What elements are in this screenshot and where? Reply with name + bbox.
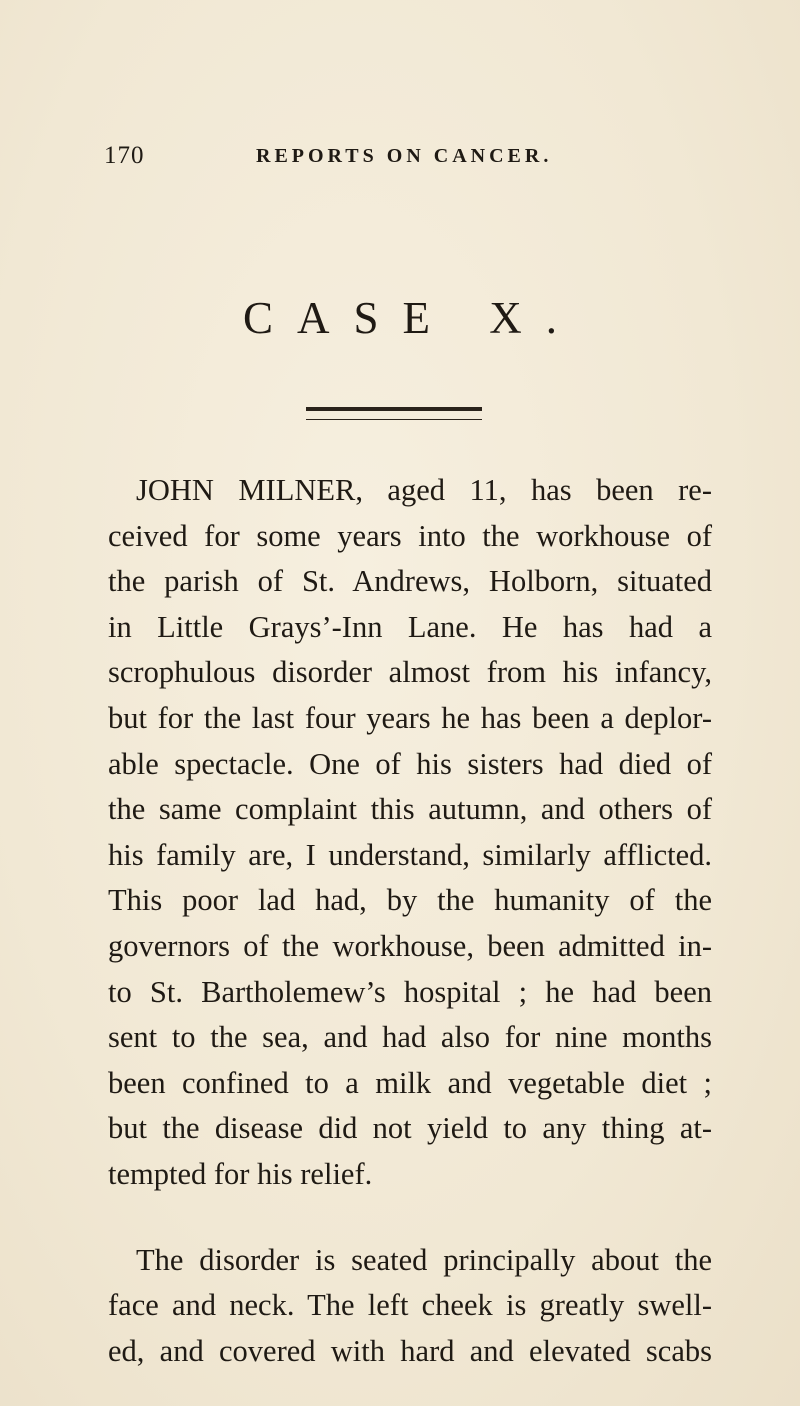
text-line: face and neck. The left cheek is greatly swell-: [108, 1288, 712, 1323]
heading-rule-thin: [306, 419, 482, 420]
text-line: JOHN MILNER, aged 11, has been re-: [136, 473, 712, 507]
text-line: his family are, I understand, similarly afflicted.: [108, 837, 712, 872]
text-line: the same complaint this autumn, and others of: [108, 792, 712, 827]
body-text: [108, 468, 712, 1374]
text-line: ceived for some years into the workhouse of: [108, 518, 712, 553]
paragraph-1: [108, 468, 712, 1198]
text-line: been confined to a milk and vegetable diet ;: [108, 1065, 712, 1100]
text-line: but the disease did not yield to any thing at-: [108, 1111, 712, 1146]
text-line: scrophulous disorder almost from his infancy,: [108, 655, 712, 690]
running-title: REPORTS ON CANCER.: [256, 145, 553, 167]
text-line: able spectacle. One of his sisters had died of: [108, 746, 712, 781]
paragraph-2: [108, 1238, 712, 1375]
case-heading: CASE X.: [242, 293, 582, 343]
text-line: the parish of St. Andrews, Holborn, situated: [108, 564, 712, 599]
heading-rule-thick: [306, 407, 482, 411]
text-line: The disorder is seated principally about the: [136, 1242, 712, 1277]
text-line: ed, and covered with hard and elevated scabs: [108, 1333, 712, 1368]
text-line: to St. Bartholemew’s hospital ; he had been: [108, 974, 712, 1009]
page-number: 170: [104, 142, 145, 169]
text-line: tempted for his relief.: [108, 1156, 373, 1191]
running-head: [104, 142, 704, 182]
text-line: in Little Grays’-Inn Lane. He has had a: [108, 609, 712, 644]
paragraph-gap: [108, 1198, 712, 1238]
text-line: This poor lad had, by the humanity of the: [108, 883, 712, 918]
text-line: sent to the sea, and had also for nine months: [108, 1020, 712, 1055]
text-line: governors of the workhouse, been admitted in-: [108, 928, 712, 963]
text-line: but for the last four years he has been a deplor-: [108, 700, 712, 735]
